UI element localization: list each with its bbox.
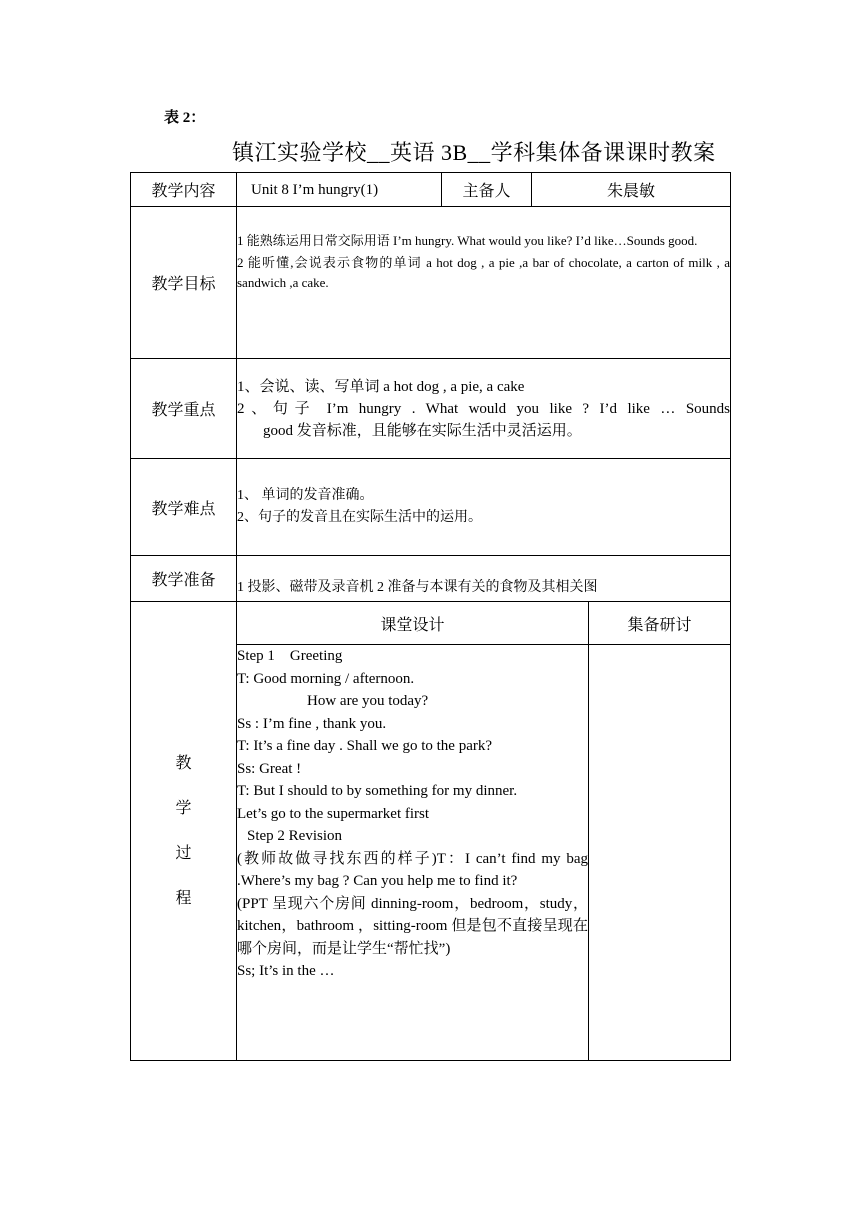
- goals-line-2: 2 能听懂,会说表示食物的单词 a hot dog , a pie ,a bar of chocolate, a carton of milk , a sandwich ,a cake.: [237, 255, 731, 290]
- process-label-char-1: 教: [175, 755, 192, 772]
- process-line-3: How are you today?: [307, 693, 429, 709]
- difficulties-line-2: 2、句子的发音且在实际生活中的运用。: [237, 510, 482, 525]
- process-line-8: Let’s go to the supermarket first: [237, 805, 430, 822]
- content-label: 教学内容: [131, 173, 237, 207]
- preparation-value: 1 投影、磁带及录音机 2 准备与本课有关的食物及其相关图: [237, 556, 731, 602]
- goals-line-1: 1 能熟练运用日常交际用语 I’m hungry. What would you like? I’d like…Sounds good.: [237, 233, 698, 248]
- difficulties-line-1: 1、 单词的发音准确。: [237, 488, 374, 503]
- step1-title: Step 1 Greeting: [237, 648, 343, 664]
- process-line-12: Ss; It’s in the …: [237, 963, 335, 979]
- row-difficulties: [131, 459, 731, 556]
- row-goals: [131, 207, 731, 359]
- table-label: 表 2：: [164, 110, 206, 126]
- lead-teacher-label: 主备人: [442, 173, 532, 207]
- process-label-char-2: 学: [175, 800, 192, 817]
- classroom-design-content: [237, 645, 589, 1061]
- difficulties-label: 教学难点: [131, 459, 237, 556]
- difficulties-content: [237, 459, 731, 556]
- process-line-10: (教师故做寻找东西的样子)T：I can’t find my bag .Where’s my bag ? Can you help me to find it?: [237, 850, 588, 889]
- key-points-line-1: 1、会说、读、写单词 a hot dog , a pie, a cake: [237, 378, 525, 395]
- process-line-5: T: It’s a fine day . Shall we go to the park?: [237, 738, 493, 754]
- document-title: 镇江实验学校__英语 3B__学科集体备课课时教案: [232, 140, 716, 165]
- group-research-header: 集备研讨: [589, 602, 731, 645]
- row-content: [131, 173, 731, 207]
- key-points-content: [237, 359, 731, 459]
- key-points-label: 教学重点: [131, 359, 237, 459]
- key-points-line-2a: 2、句子 I’m hungry . What would you like ? I’d like … Sounds: [237, 400, 731, 417]
- process-label-char-3: 过: [175, 845, 192, 862]
- key-points-line-2b: good 发音标准，且能够在实际生活中灵活运用。: [263, 422, 582, 439]
- process-label-char-4: 程: [175, 890, 192, 907]
- step2-title: Step 2 Revision: [247, 828, 343, 844]
- process-line-4: Ss : I’m fine , thank you.: [237, 715, 387, 732]
- row-preparation: [131, 556, 731, 602]
- classroom-design-header: 课堂设计: [237, 602, 589, 645]
- process-line-2: T: Good morning / afternoon.: [237, 670, 415, 687]
- goals-content: [237, 207, 731, 359]
- preparation-label: 教学准备: [131, 556, 237, 602]
- content-value: Unit 8 I’m hungry(1): [237, 173, 442, 207]
- process-line-7: T: But I should to by something for my dinner.: [237, 783, 518, 799]
- goals-label: 教学目标: [131, 207, 237, 359]
- lead-teacher-value: 朱晨敏: [532, 173, 731, 207]
- row-key-points: [131, 359, 731, 459]
- process-line-6: Ss: Great !: [237, 760, 302, 777]
- process-line-11: (PPT 呈现六个房间 dinning-room，bedroom，study，kitchen，bathroom ，sitting-room 但是包不直接呈现在哪个房间，而是让学生“帮忙找”): [237, 895, 588, 957]
- row-process-header: [131, 602, 731, 645]
- group-research-content: [589, 645, 731, 1061]
- lesson-plan-table: [130, 172, 731, 1061]
- process-label: [131, 602, 237, 1061]
